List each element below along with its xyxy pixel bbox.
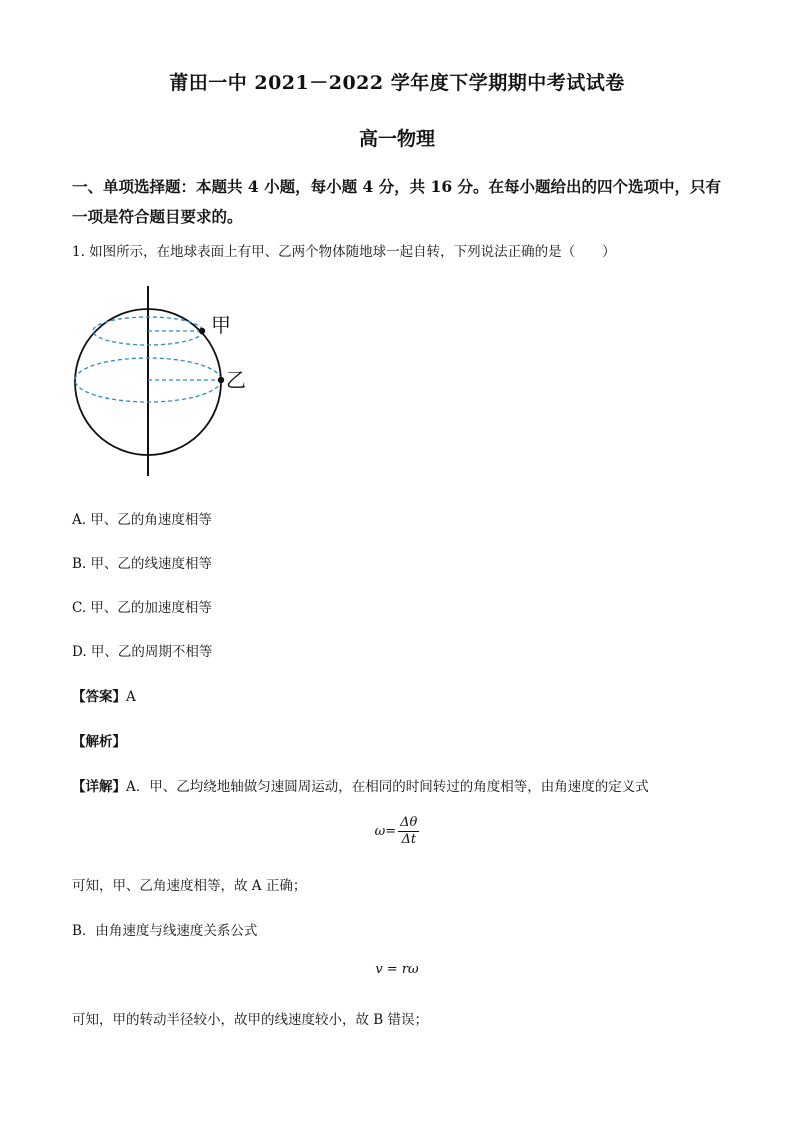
- formula-angular-velocity: [0, 815, 794, 848]
- analysis-tag: 【解析】: [72, 734, 126, 750]
- option-a: A. 甲、乙的角速度相等: [72, 512, 212, 528]
- detail-a-line: [72, 775, 649, 795]
- question-stem: 1. 如图所示，在地球表面上有甲、乙两个物体随地球一起自转，下列说法正确的是（ ）: [72, 244, 616, 260]
- label-jia: 甲: [211, 313, 231, 337]
- page-title: 莆田一中 2021－2022 学年度下学期期中考试试卷: [169, 72, 625, 94]
- point-yi: [218, 377, 224, 383]
- formula-linear-velocity: v = rω: [375, 962, 419, 977]
- answer-line: [72, 685, 136, 705]
- section-heading: 一、单项选择题：本题共 4 小题，每小题 4 分，共 16 分。在每小题给出的四个选项中，只有一项是符合题目要求的。: [72, 177, 722, 226]
- option-c: C. 甲、乙的加速度相等: [72, 600, 212, 616]
- formula1-lhs: ω=: [374, 824, 397, 839]
- detail-b-text: B．由角速度与线速度关系公式: [72, 923, 258, 939]
- label-yi: 乙: [226, 368, 246, 392]
- detail-tag: 【详解】: [72, 779, 126, 795]
- option-d: D. 甲、乙的周期不相等: [72, 644, 213, 660]
- formula1-numerator: Δθ: [400, 815, 418, 830]
- conclusion-a: 可知，甲、乙角速度相等，故 A 正确；: [72, 878, 307, 894]
- answer-tag: 【答案】: [72, 689, 126, 705]
- answer-value: A: [126, 689, 136, 705]
- page-subtitle: 高一物理: [358, 128, 435, 150]
- point-jia: [199, 328, 205, 334]
- conclusion-b: 可知，甲的转动半径较小，故甲的线速度较小，故 B 错误；: [72, 1012, 429, 1028]
- detail-a-text: A．甲、乙均绕地轴做匀速圆周运动，在相同的时间转过的角度相等，由角速度的定义式: [126, 779, 649, 795]
- earth-figure: [66, 284, 256, 479]
- formula1-denominator: Δt: [401, 832, 417, 847]
- option-b: B. 甲、乙的线速度相等: [72, 556, 213, 572]
